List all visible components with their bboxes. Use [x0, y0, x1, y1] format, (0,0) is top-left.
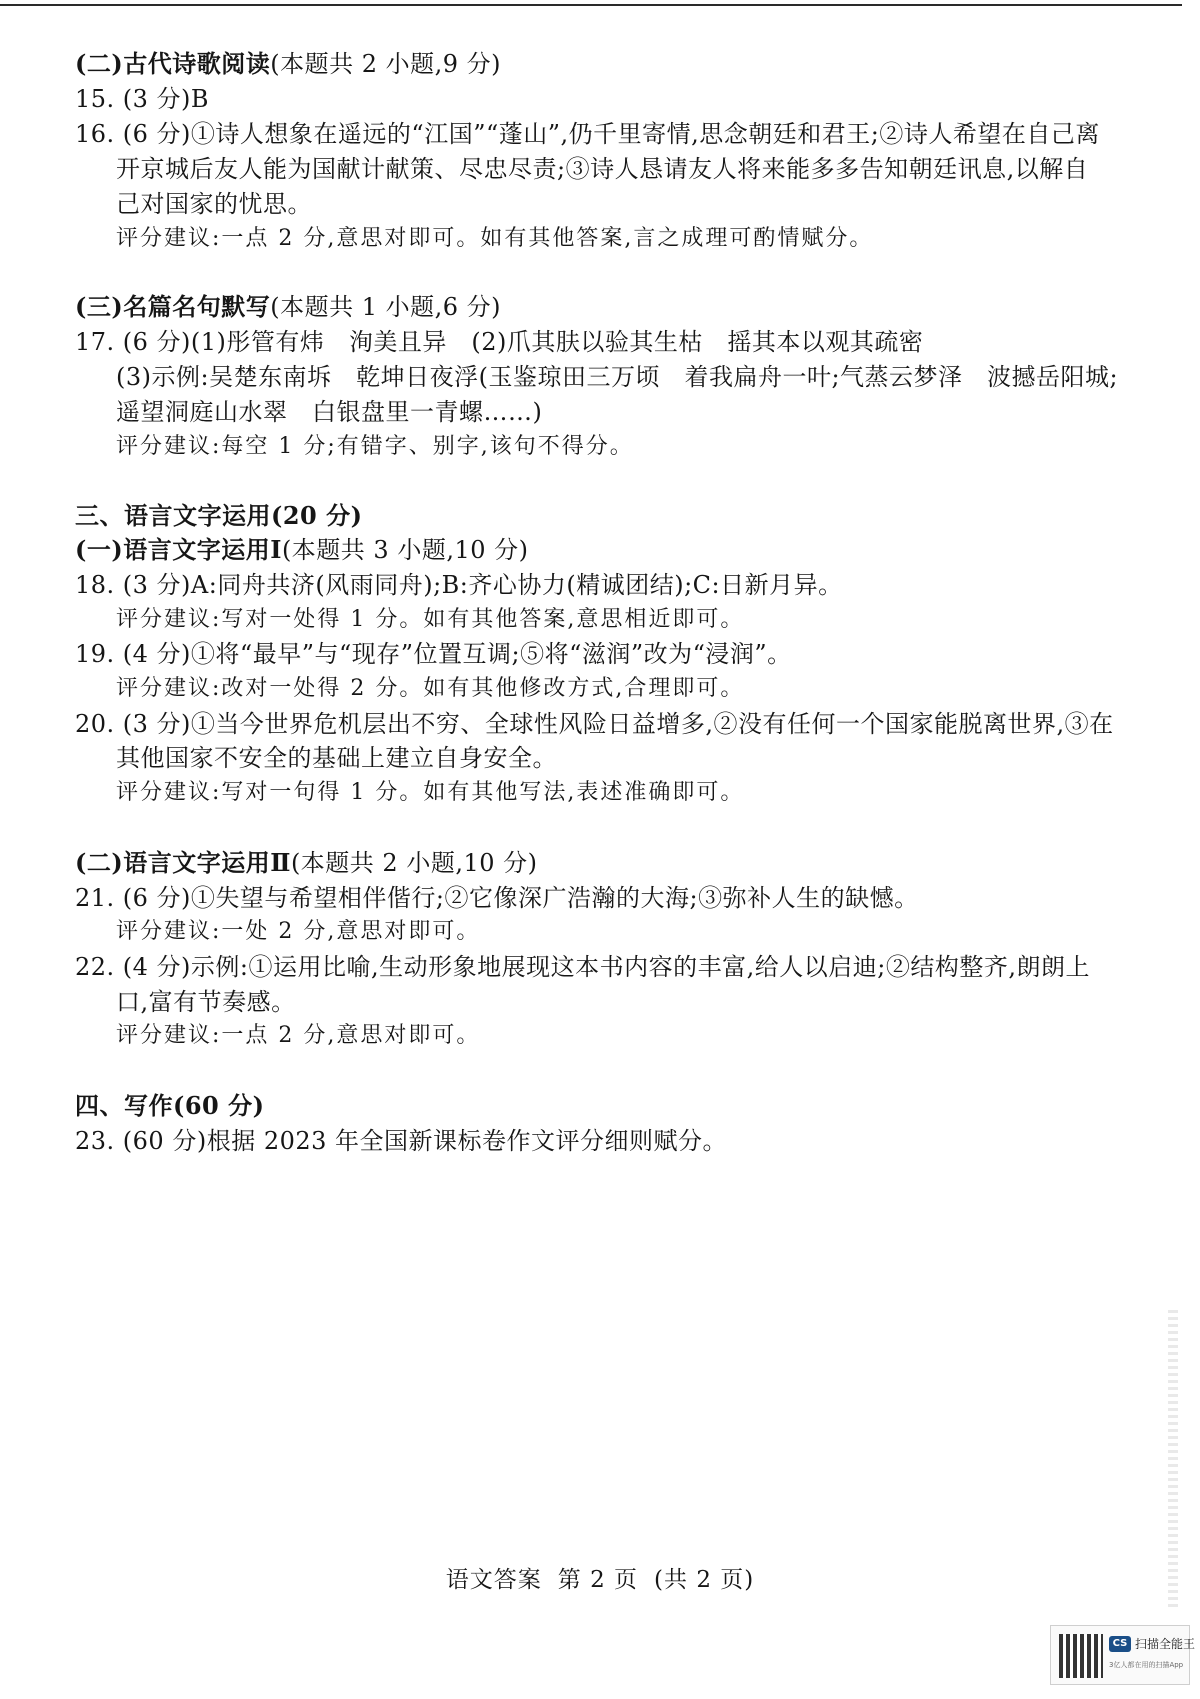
answer-q16-line3: 己对国家的忧思。: [116, 190, 312, 218]
answer-q17-line1: 17. (6 分)(1)彤管有炜 洵美且异 (2)爪其肤以验其生枯 摇其本以观其疏密: [75, 328, 924, 356]
scoring-note-q20: 评分建议:写对一句得 1 分。如有其他写法,表述准确即可。: [116, 780, 745, 805]
section-heading-writing: [75, 1091, 264, 1121]
section-meta: (本题共 2 小题,9 分): [270, 50, 501, 78]
scoring-note-q22: 评分建议:一点 2 分,意思对即可。: [116, 1023, 481, 1048]
answer-q16-line1: 16. (6 分)①诗人想象在遥远的“江国”“蓬山”,仍千里寄情,思念朝廷和君王;②诗人希望在自己离: [75, 120, 1100, 148]
section-heading-language: [75, 501, 362, 531]
answer-q17-line2: (3)示例:吴楚东南坼 乾坤日夜浮(玉鉴琼田三万顷 着我扁舟一叶;气蒸云梦泽 波撼岳阳城;: [116, 363, 1119, 391]
section-meta: (60 分): [173, 1091, 265, 1120]
scoring-note-q17: 评分建议:每空 1 分;有错字、别字,该句不得分。: [116, 434, 634, 459]
section-meta: (本题共 3 小题,10 分): [281, 536, 529, 564]
section-title: (二)语言文字运用Ⅱ: [75, 848, 291, 877]
answer-q20-line2: 其他国家不安全的基础上建立自身安全。: [116, 744, 557, 772]
section-meta: (20 分): [271, 501, 363, 530]
answer-q22-line1: 22. (4 分)示例:①运用比喻,生动形象地展现这本书内容的丰富,给人以启迪;②结构整齐,朗朗上: [75, 953, 1090, 981]
scoring-note-q16: 评分建议:一点 2 分,意思对即可。如有其他答案,言之成理可酌情赋分。: [116, 226, 874, 251]
answer-q22-line2: 口,富有节奏感。: [116, 988, 296, 1016]
section-title: (一)语言文字运用Ⅰ: [75, 535, 282, 564]
answer-q23: 23. (60 分)根据 2023 年全国新课标卷作文评分细则赋分。: [75, 1127, 728, 1155]
section-heading-poetry: [75, 49, 501, 79]
answer-q15: 15. (3 分)B: [75, 85, 210, 113]
section-title: (二)古代诗歌阅读: [75, 49, 271, 78]
scoring-note-q21: 评分建议:一处 2 分,意思对即可。: [116, 919, 481, 944]
section-heading-language-2: [75, 848, 538, 878]
section-title: 四、写作: [75, 1091, 173, 1120]
footer-subject: 语文答案: [445, 1567, 542, 1593]
section-heading-recite: [75, 292, 501, 322]
answer-q19: 19. (4 分)①将“最早”与“现存”位置互调;⑤将“滋润”改为“浸润”。: [75, 640, 792, 668]
answer-q16-line2: 开京城后友人能为国献计献策、尽忠尽责;③诗人恳请友人将来能多多告知朝廷讯息,以解自: [116, 155, 1089, 183]
scanner-watermark: [1050, 1625, 1196, 1685]
section-meta: (本题共 2 小题,10 分): [290, 849, 538, 877]
page-footer: [0, 1565, 1200, 1595]
watermark-tagline: 3亿人都在用的扫描App: [1109, 1661, 1184, 1669]
section-heading-language-1: [75, 535, 529, 565]
footer-page-total: (共 2 页): [654, 1567, 755, 1593]
answer-q17-line3: 遥望洞庭山水翠 白银盘里一青螺……): [116, 398, 543, 426]
answer-q21: 21. (6 分)①失望与希望相伴偕行;②它像深广浩瀚的大海;③弥补人生的缺憾。: [75, 884, 919, 912]
qr-code-icon: [1059, 1634, 1103, 1678]
scan-edge-artifact: [1168, 1310, 1178, 1610]
camscanner-logo-icon: CS: [1109, 1636, 1131, 1652]
footer-page-number: 第 2 页: [557, 1567, 639, 1593]
answer-q20-line1: 20. (3 分)①当今世界危机层出不穷、全球性风险日益增多,②没有任何一个国家能脱离世界,③在: [75, 710, 1114, 738]
watermark-app-name: 扫描全能王: [1135, 1637, 1196, 1651]
section-title: (三)名篇名句默写: [75, 292, 271, 321]
answer-q18: 18. (3 分)A:同舟共济(风雨同舟);B:齐心协力(精诚团结);C:日新月异。: [75, 571, 843, 599]
section-meta: (本题共 1 小题,6 分): [270, 293, 501, 321]
scoring-note-q18: 评分建议:写对一处得 1 分。如有其他答案,意思相近即可。: [116, 607, 745, 632]
scoring-note-q19: 评分建议:改对一处得 2 分。如有其他修改方式,合理即可。: [116, 676, 745, 701]
section-title: 三、语言文字运用: [75, 501, 271, 530]
